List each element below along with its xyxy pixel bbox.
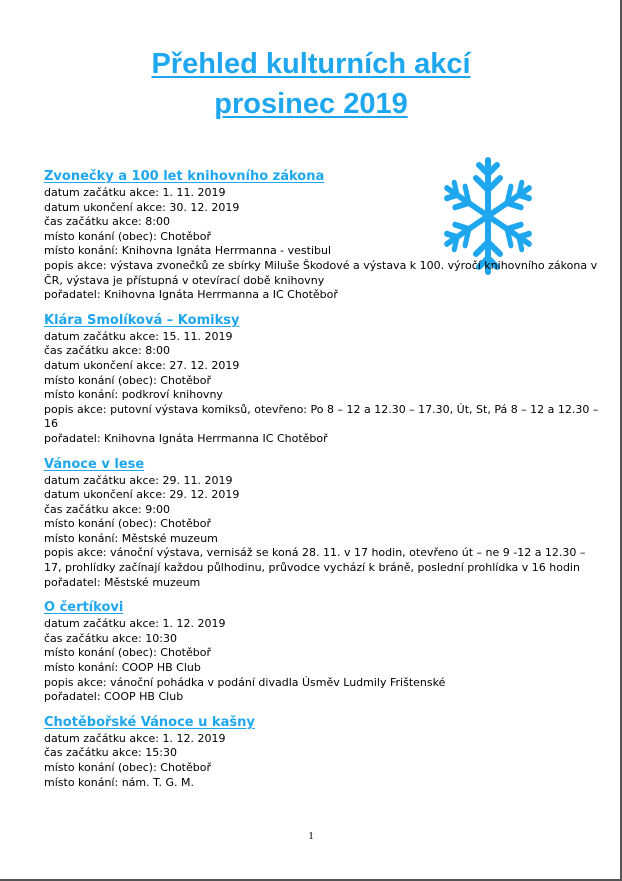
event-title: O čertíkovi (44, 600, 124, 616)
event-detail-line: pořadatel: Knihovna Ignáta Herrmanna a IC Chotěboř (44, 288, 338, 302)
event-detail-line: čas začátku akce: 8:00 (44, 215, 170, 229)
event-detail-line: popis akce: putovní výstava komiksů, otevřeno: Po 8 – 12 a 12.30 – 17.30, Út, St, Pá 8 – 12 a 12.30 – 16 (44, 402, 602, 431)
event-detail-line: pořadatel: Městské muzeum (44, 575, 201, 589)
event-detail-line: místo konání: nám. T. G. M. (44, 775, 195, 789)
event-detail-line: místo konání: COOP HB Club (44, 661, 201, 675)
event-title: Zvonečky a 100 let knihovního zákona (44, 169, 325, 184)
event-detail-line: datum začátku akce: 1. 12. 2019 (44, 731, 226, 745)
event-detail-line: čas začátku akce: 10:30 (44, 631, 177, 645)
page-number: 1 (308, 830, 314, 842)
page-title (0, 44, 622, 124)
event-detail-line: místo konání: podkroví knihovny (44, 388, 223, 402)
event-detail-line: čas začátku akce: 15:30 (44, 746, 177, 760)
title-line-1: Přehled kulturních akcí (151, 48, 471, 80)
event-detail-line: místo konání (obec): Chotěboř (44, 761, 211, 774)
event-title: Chotěbořské Vánoce u kašny (44, 714, 255, 730)
event-item (44, 456, 604, 591)
event-detail-line: datum začátku akce: 15. 11. 2019 (44, 329, 233, 343)
event-detail-line: popis akce: vánoční pohádka v podání divadla Úsměv Ludmily Frištenské (44, 675, 446, 689)
event-detail-line: datum začátku akce: 29. 11. 2019 (44, 473, 233, 487)
event-detail-line: místo konání: Knihovna Ignáta Herrmanna - vestibul (44, 244, 332, 258)
title-line-2: prosinec 2019 (214, 88, 408, 120)
event-detail-line: místo konání (obec): Chotěboř (44, 517, 211, 531)
event-detail-line: místo konání (obec): Chotěboř (44, 229, 211, 243)
event-detail-line: datum začátku akce: 1. 11. 2019 (44, 186, 226, 199)
event-title: Vánoce v lese (44, 456, 145, 472)
event-detail-line: pořadatel: COOP HB Club (44, 690, 184, 704)
event-detail-line: datum začátku akce: 1. 12. 2019 (44, 617, 226, 631)
event-item (44, 312, 604, 447)
event-item (44, 599, 604, 705)
event-detail-line: popis akce: vánoční výstava, vernisáž se koná 28. 11. v 17 hodin, otevřeno út – ne 9 -12 a 12.30 – 17, prohlídky začínají každou půlhodinu, průvodce vychází k bráně, poslední prohlídka v 16 hodin (44, 546, 589, 575)
event-detail-line: místo konání (obec): Chotěboř (44, 646, 211, 660)
event-detail-line: místo konání (obec): Chotěboř (44, 373, 211, 387)
event-detail-line: čas začátku akce: 8:00 (44, 344, 170, 358)
event-item (44, 168, 604, 303)
event-detail-line: datum ukončení akce: 29. 12. 2019 (44, 488, 240, 502)
event-detail-line: čas začátku akce: 9:00 (44, 502, 170, 516)
event-detail-line: pořadatel: Knihovna Ignáta Herrmanna IC Chotěboř (44, 431, 328, 445)
event-detail-line: datum ukončení akce: 27. 12. 2019 (44, 358, 240, 372)
event-list (44, 168, 604, 799)
event-detail-line: popis akce: výstava zvonečků ze sbírky Miluše Škodové a výstava k 100. výročí knihovního zákona v ČR, výstava je přístupná v otevírací době knihovny (44, 258, 601, 287)
event-title: Klára Smolíková – Komiksy (44, 312, 240, 328)
event-item (44, 714, 604, 790)
event-detail-line: místo konání: Městské muzeum (44, 531, 218, 545)
event-detail-line: datum ukončení akce: 30. 12. 2019 (44, 200, 240, 214)
